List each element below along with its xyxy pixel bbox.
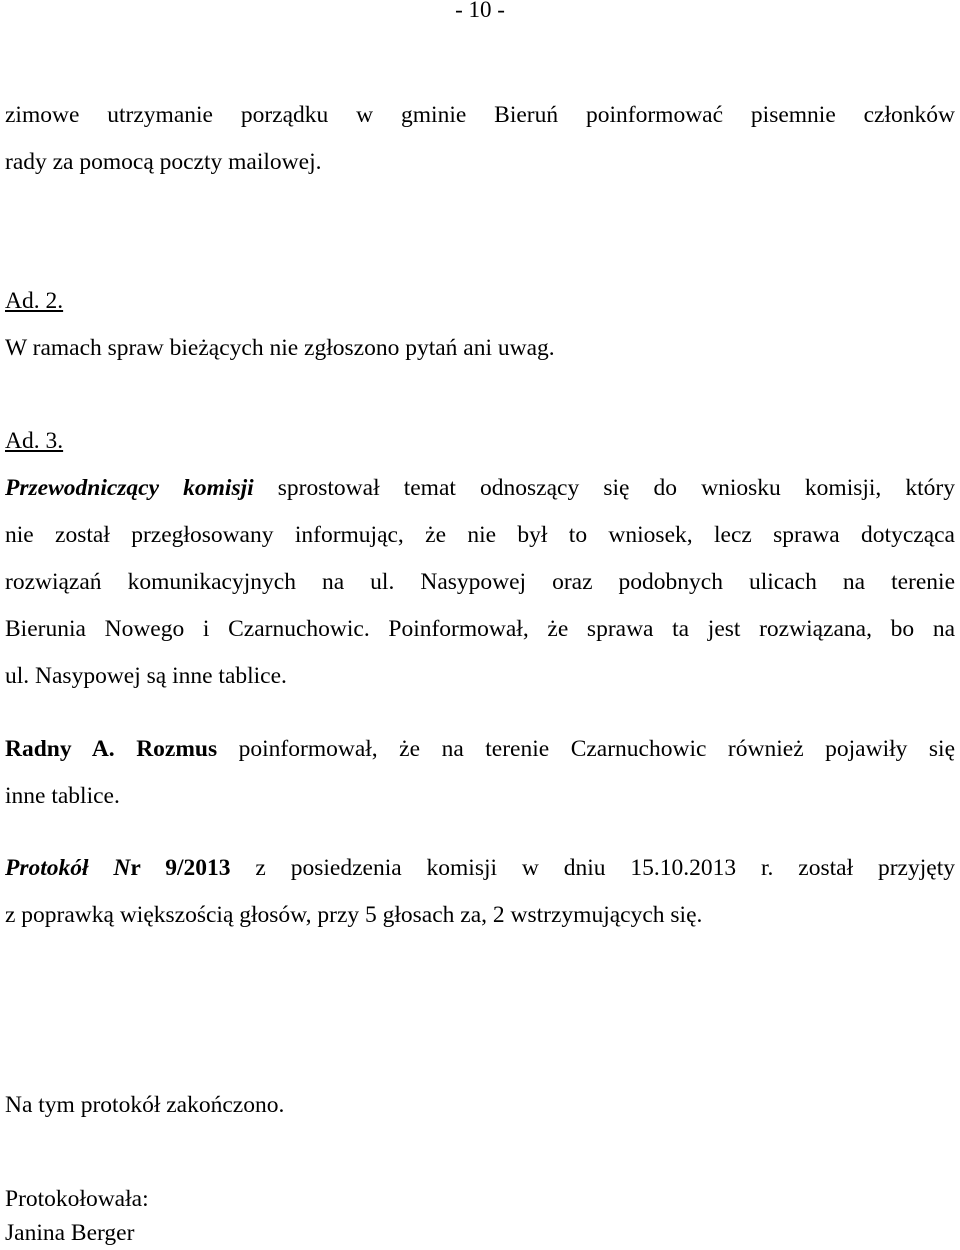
signature-label: Protokołowała: xyxy=(5,1186,149,1212)
ad3-speaker: Przewodniczący komisji xyxy=(5,475,254,501)
ad3-line-2: nie został przegłosowany informując, że nie był to wniosek, lecz sprawa dotycząca xyxy=(5,522,955,548)
intro-line-2: rady za pomocą poczty mailowej. xyxy=(5,149,322,175)
ad2-text: W ramach spraw bieżących nie zgłoszono pytań ani uwag. xyxy=(5,335,555,361)
radny-line-2: inne tablice. xyxy=(5,783,120,809)
radny-speaker: Radny A. Rozmus xyxy=(5,736,218,762)
radny-line-1 xyxy=(5,726,955,773)
ad3-line-4: Bierunia Nowego i Czarnuchowic. Poinformował, że sprawa ta jest rozwiązana, bo na xyxy=(5,616,955,642)
ad3-heading: Ad. 3. xyxy=(5,428,64,454)
ad2-section xyxy=(5,278,955,372)
ad3-line-1-rest: sprostował temat odnoszący się do wniosku komisji, który xyxy=(253,475,956,501)
ad2-heading: Ad. 2. xyxy=(5,288,64,314)
ad3-line-5: ul. Nasypowej są inne tablice. xyxy=(5,663,287,689)
intro-paragraph xyxy=(5,92,955,186)
protocol-title-italic: Protokół N xyxy=(5,855,131,881)
protocol-line-2: z poprawką większością głosów, przy 5 głosach za, 2 wstrzymujących się. xyxy=(5,902,703,928)
signature-name: Janina Berger xyxy=(5,1220,135,1246)
radny-line-1-rest: poinformował, że na terenie Czarnuchowic również pojawiły się xyxy=(217,736,955,762)
radny-paragraph xyxy=(5,726,955,820)
protocol-title-number: r 9/2013 xyxy=(130,855,231,881)
ad3-line-3: rozwiązań komunikacyjnych na ul. Nasypowej oraz podobnych ulicach na terenie xyxy=(5,569,955,595)
intro-line-1: zimowe utrzymanie porządku w gminie Bieruń poinformować pisemnie członków xyxy=(5,102,955,128)
closing-text: Na tym protokół zakończono. xyxy=(5,1092,285,1118)
protocol-line-1-rest: z posiedzenia komisji w dniu 15.10.2013 r. został przyjęty xyxy=(230,855,955,881)
closing-paragraph xyxy=(5,1082,955,1129)
page-number: - 10 - xyxy=(455,0,505,22)
protocol-line-1 xyxy=(5,845,955,892)
ad3-section xyxy=(5,418,955,700)
ad3-line-1 xyxy=(5,465,955,512)
protocol-paragraph xyxy=(5,845,955,939)
signature-block xyxy=(5,1182,149,1250)
